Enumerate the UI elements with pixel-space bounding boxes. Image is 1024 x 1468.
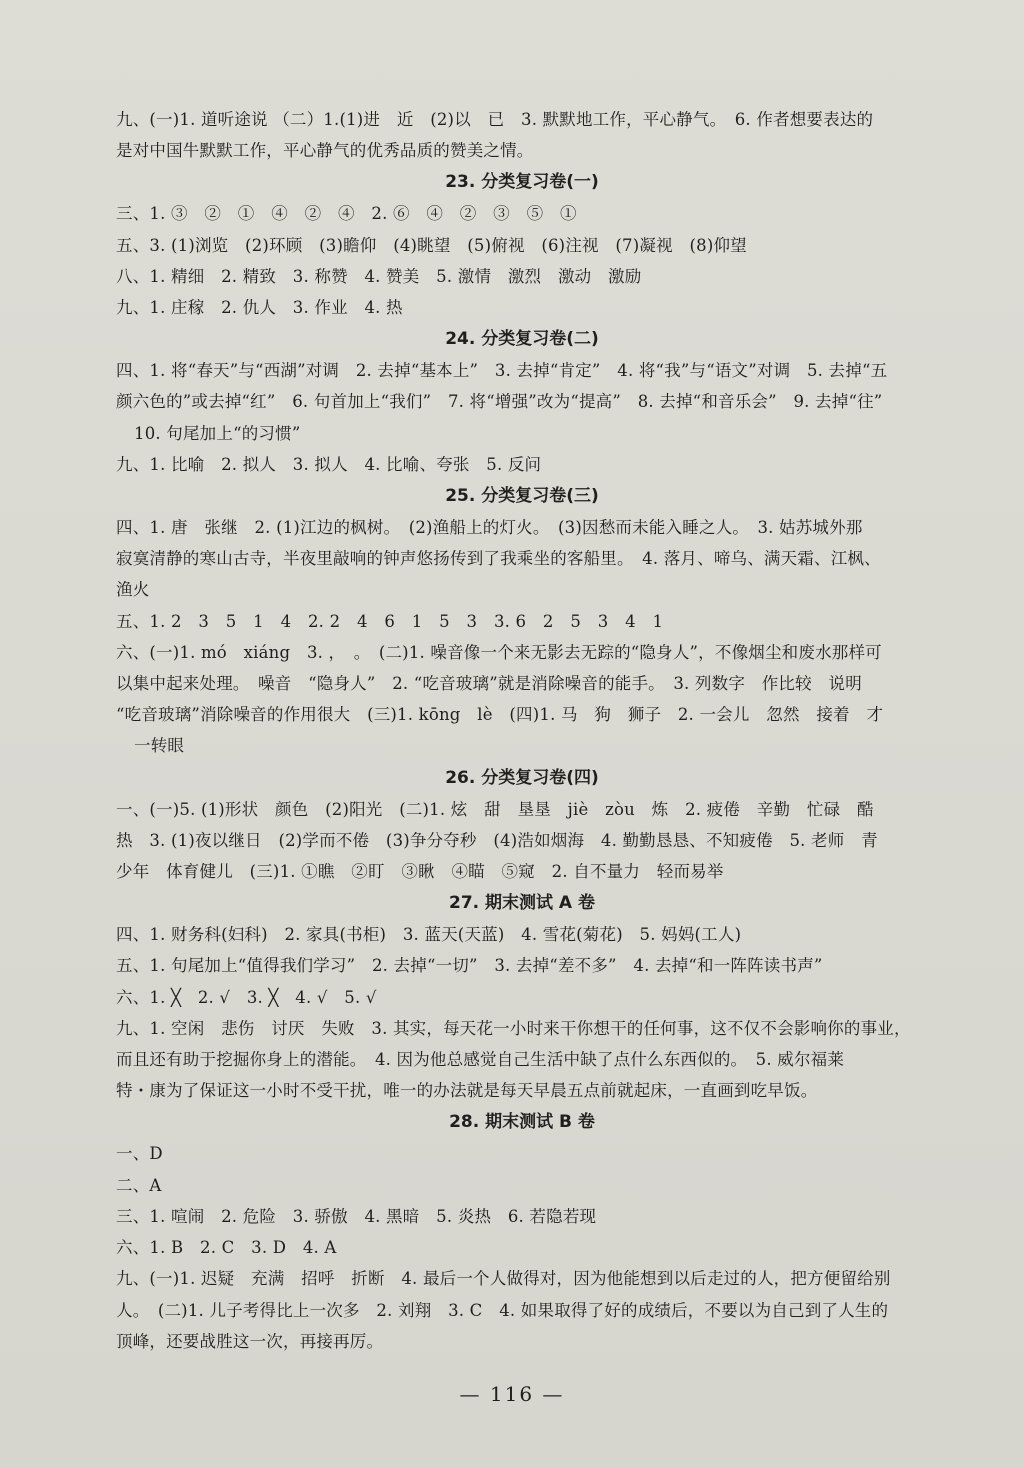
answer-key-content: [116, 104, 988, 1357]
answer-line: 九、(一)1. 道听途说 （二）1.(1)进 近 (2)以 已 3. 默默地工作，平心静气。 6. 作者想要表达的: [116, 110, 874, 129]
answer-line: 渔火: [116, 580, 150, 600]
section-heading: 24. 分类复习卷(二): [445, 329, 599, 350]
answer-line: 三、1. ③ ② ① ④ ② ④ 2. ⑥ ④ ② ③ ⑤ ①: [116, 204, 577, 224]
answer-line: 九、1. 空闲 悲伤 讨厌 失败 3. 其实，每天花一小时来干你想干的任何事，这不仅不会影响你的事业，: [116, 1018, 911, 1038]
answer-line: 一转眼: [134, 736, 185, 756]
answer-line: 五、1. 2 3 5 1 4 2. 2 4 6 1 5 3 3. 6 2 5 3 4 1: [116, 611, 664, 631]
answer-line: 一、D: [116, 1144, 163, 1164]
page-number: — 116 —: [459, 1382, 565, 1406]
section-heading: 28. 期末测试 B 卷: [449, 1112, 595, 1133]
answer-line: 四、1. 唐 张继 2. (1)江边的枫树。 (2)渔船上的灯火。 (3)因愁而未能入睡之人。 3. 姑苏城外那: [116, 518, 863, 538]
answer-line: 颜六色的”或去掉“红” 6. 句首加上“我们” 7. 将“增强”改为“提高” 8. 去掉“和音乐会” 9. 去掉“往”: [116, 392, 883, 412]
answer-line: 以集中起来处理。 噪音 “隐身人” 2. “吃音玻璃”就是消除噪音的能手。 3. 列数字 作比较 说明: [116, 674, 862, 694]
answer-line: 一、(一)5. (1)形状 颜色 (2)阳光 (二)1. 炫 甜 垦垦 jiè zòu 炼 2. 疲倦 辛勤 忙碌 酷: [116, 799, 874, 819]
section-heading: 27. 期末测试 A 卷: [448, 893, 596, 914]
answer-line: 三、1. 喧闹 2. 危险 3. 骄傲 4. 黑暗 5. 炎热 6. 若隐若现: [116, 1206, 597, 1226]
answer-line: 六、1. ╳ 2. √ 3. ╳ 4. √ 5. √: [116, 987, 377, 1007]
answer-line: 四、1. 将“春天”与“西湖”对调 2. 去掉“基本上” 3. 去掉“肯定” 4. 将“我”与“语文”对调 5. 去掉“五: [116, 361, 888, 381]
answer-line: 顶峰，还要战胜这一次，再接再厉。: [116, 1331, 384, 1351]
answer-line: 热 3. (1)夜以继日 (2)学而不倦 (3)争分夺秒 (4)浩如烟海 4. 勤勤恳恳、不知疲倦 5. 老师 青: [116, 830, 878, 850]
answer-line: 九、(一)1. 迟疑 充满 招呼 折断 4. 最后一个人做得对，因为他能想到以后走过的人，把方便留给别: [116, 1269, 891, 1289]
section-heading: 23. 分类复习卷(一): [445, 172, 599, 193]
answer-line: 五、1. 句尾加上“值得我们学习” 2. 去掉“一切” 3. 去掉“差不多” 4. 去掉“和一阵阵读书声”: [116, 956, 823, 976]
answer-line: 九、1. 比喻 2. 拟人 3. 拟人 4. 比喻、夸张 5. 反问: [116, 454, 542, 474]
answer-line: “吃音玻璃”消除噪音的作用很大 (三)1. kōng lè (四)1. 马 狗 狮子 2. 一会儿 忽然 接着 才: [116, 705, 884, 725]
answer-line: 六、1. B 2. C 3. D 4. A: [116, 1238, 337, 1258]
answer-line: 特・康为了保证这一小时不受干扰，唯一的办法就是每天早晨五点前就起床，一直画到吃早饭。: [116, 1081, 818, 1101]
answer-line: 六、(一)1. mó xiáng 3. ， 。 (二)1. 噪音像一个来无影去无踪的“隐身人”，不像烟尘和废水那样可: [116, 642, 882, 662]
answer-line: 二、A: [116, 1175, 162, 1195]
section-heading: 25. 分类复习卷(三): [445, 486, 599, 507]
answer-line: 少年 体育健儿 (三)1. ①瞧 ②盯 ③瞅 ④瞄 ⑤窥 2. 自不量力 轻而易举: [116, 862, 724, 882]
answer-line: 而且还有助于挖掘你身上的潜能。 4. 因为他总感觉自己生活中缺了点什么东西似的。 5. 威尔福莱: [116, 1050, 845, 1070]
answer-line: 五、3. (1)浏览 (2)环顾 (3)瞻仰 (4)眺望 (5)俯视 (6)注视 (7)凝视 (8)仰望: [116, 235, 747, 255]
answer-line: 是对中国牛默默工作，平心静气的优秀品质的赞美之情。: [116, 141, 534, 161]
answer-line: 10. 句尾加上“的习惯”: [134, 423, 301, 443]
answer-line: 四、1. 财务科(妇科) 2. 家具(书柜) 3. 蓝天(天蓝) 4. 雪花(菊花) 5. 妈妈(工人): [116, 925, 742, 945]
answer-line: 八、1. 精细 2. 精致 3. 称赞 4. 赞美 5. 激情 激烈 激动 激励: [116, 266, 642, 286]
section-heading: 26. 分类复习卷(四): [445, 767, 599, 788]
answer-line: 人。 (二)1. 儿子考得比上一次多 2. 刘翔 3. C 4. 如果取得了好的成绩后，不要以为自己到了人生的: [116, 1300, 889, 1320]
answer-line: 寂寞清静的寒山古寺，半夜里敲响的钟声悠扬传到了我乘坐的客船里。 4. 落月、啼乌、满天霜、江枫、: [116, 549, 881, 569]
answer-line: 九、1. 庄稼 2. 仇人 3. 作业 4. 热: [116, 298, 403, 318]
